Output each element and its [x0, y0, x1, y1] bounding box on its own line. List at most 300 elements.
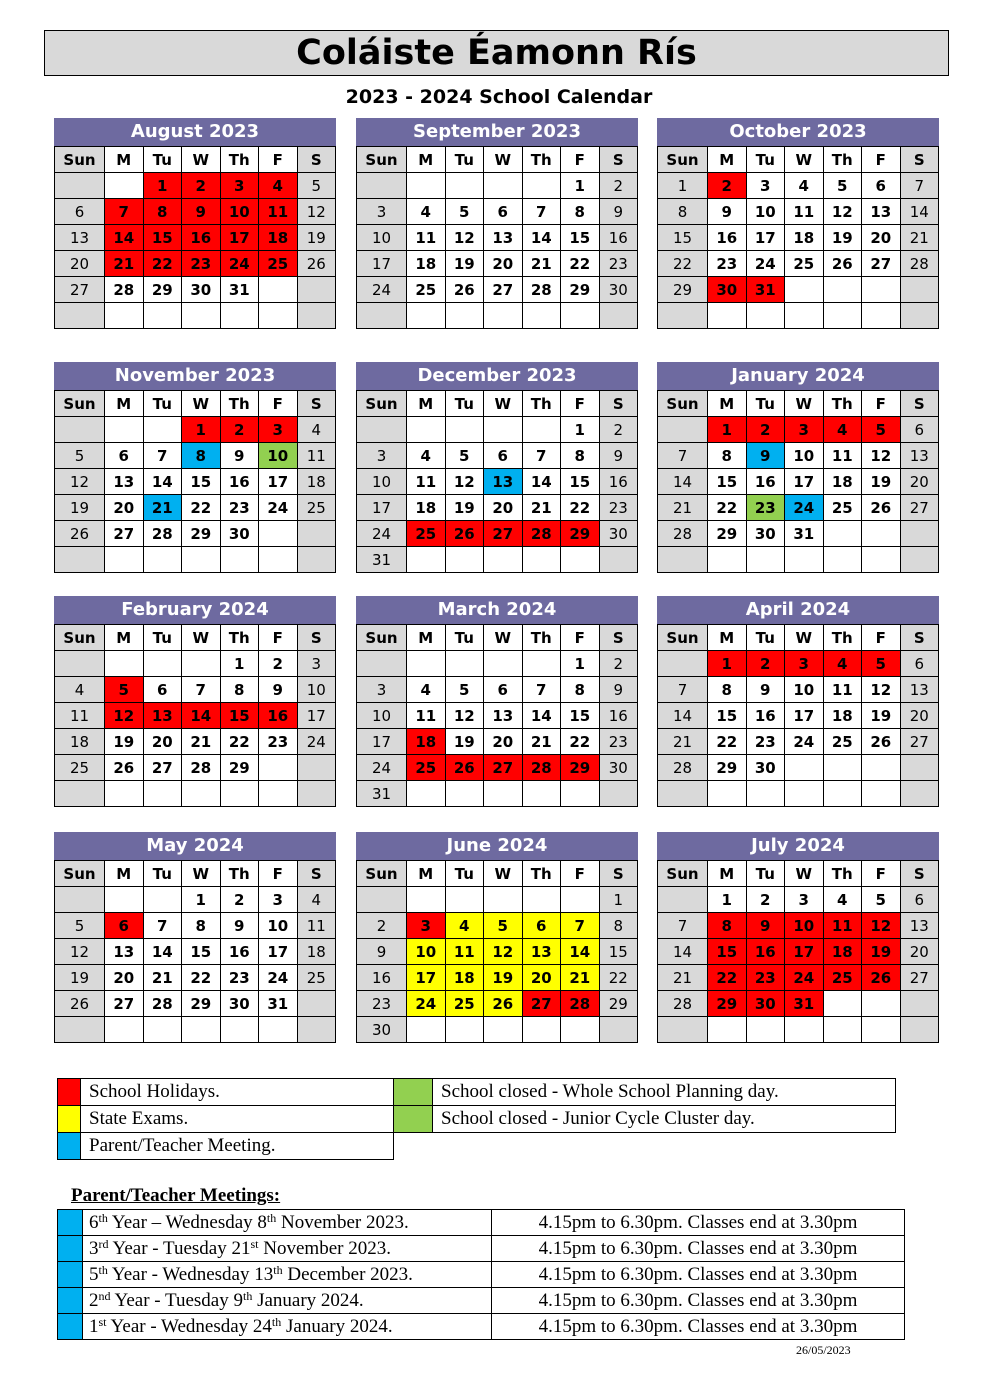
day-cell: 10	[220, 199, 259, 225]
day-cell: 25	[445, 991, 484, 1017]
day-cell	[55, 547, 105, 573]
day-cell: 20	[55, 251, 105, 277]
day-cell: 22	[182, 495, 221, 521]
day-cell: 21	[658, 495, 708, 521]
day-cell	[105, 303, 144, 329]
day-cell: 3	[357, 199, 407, 225]
day-cell	[484, 417, 523, 443]
day-cell: 4	[407, 677, 446, 703]
day-header: Tu	[445, 147, 484, 173]
day-header: W	[182, 625, 221, 651]
day-cell: 2	[599, 651, 638, 677]
day-header: Tu	[143, 147, 182, 173]
day-cell	[445, 781, 484, 807]
day-cell: 15	[561, 703, 600, 729]
day-header: Th	[522, 625, 561, 651]
day-cell: 27	[862, 251, 901, 277]
day-cell: 25	[823, 495, 862, 521]
day-cell: 3	[407, 913, 446, 939]
day-cell: 26	[484, 991, 523, 1017]
day-cell: 22	[708, 965, 747, 991]
day-cell	[484, 781, 523, 807]
day-cell	[785, 547, 824, 573]
day-cell	[484, 303, 523, 329]
day-cell	[785, 277, 824, 303]
day-header: Th	[522, 147, 561, 173]
day-cell: 25	[785, 251, 824, 277]
day-cell: 17	[785, 703, 824, 729]
day-cell: 2	[746, 417, 785, 443]
day-header: M	[105, 625, 144, 651]
day-header: Tu	[143, 625, 182, 651]
day-cell: 11	[823, 677, 862, 703]
day-cell: 1	[708, 887, 747, 913]
day-cell: 29	[182, 521, 221, 547]
day-cell: 26	[862, 965, 901, 991]
month-name: February 2024	[54, 596, 336, 624]
day-header: F	[259, 625, 298, 651]
day-cell: 17	[357, 495, 407, 521]
day-cell: 18	[445, 965, 484, 991]
day-cell: 6	[105, 913, 144, 939]
day-cell: 29	[182, 991, 221, 1017]
day-cell	[407, 417, 446, 443]
day-cell: 23	[746, 495, 785, 521]
day-cell: 29	[220, 755, 259, 781]
month-name: May 2024	[54, 832, 336, 860]
day-cell: 1	[599, 887, 638, 913]
day-cell	[823, 303, 862, 329]
day-cell	[259, 547, 298, 573]
date-stamp: 26/05/2023	[796, 1343, 851, 1357]
day-cell	[357, 417, 407, 443]
day-cell: 24	[785, 965, 824, 991]
day-cell: 6	[522, 913, 561, 939]
day-cell	[220, 1017, 259, 1043]
day-cell	[259, 277, 298, 303]
day-header: F	[561, 861, 600, 887]
day-cell: 11	[823, 913, 862, 939]
day-cell: 6	[55, 199, 105, 225]
day-cell: 30	[357, 1017, 407, 1043]
cluster-swatch	[394, 1106, 433, 1133]
day-cell: 14	[182, 703, 221, 729]
day-cell: 19	[55, 965, 105, 991]
day-cell	[823, 1017, 862, 1043]
month-calendar	[657, 832, 939, 1043]
day-cell: 19	[862, 703, 901, 729]
day-cell: 23	[357, 991, 407, 1017]
day-cell: 9	[259, 677, 298, 703]
day-header: Tu	[143, 391, 182, 417]
day-cell	[785, 781, 824, 807]
day-cell: 28	[522, 755, 561, 781]
day-cell	[143, 417, 182, 443]
day-cell: 29	[708, 991, 747, 1017]
day-cell: 9	[708, 199, 747, 225]
day-cell: 23	[220, 495, 259, 521]
day-cell: 16	[746, 939, 785, 965]
day-cell	[900, 1017, 939, 1043]
day-cell: 5	[55, 913, 105, 939]
ptm-time: 4.15pm to 6.30pm. Classes end at 3.30pm	[492, 1262, 905, 1288]
day-cell: 13	[143, 703, 182, 729]
day-header: M	[407, 147, 446, 173]
day-cell	[297, 303, 336, 329]
day-header: Th	[522, 861, 561, 887]
ptm-time: 4.15pm to 6.30pm. Classes end at 3.30pm	[492, 1236, 905, 1262]
day-cell: 27	[900, 729, 939, 755]
day-header: Sun	[55, 625, 105, 651]
day-header: Sun	[658, 147, 708, 173]
day-header: M	[708, 625, 747, 651]
month-calendar	[356, 362, 638, 573]
day-cell: 15	[561, 469, 600, 495]
day-cell: 11	[407, 225, 446, 251]
day-cell: 11	[407, 703, 446, 729]
day-header: F	[259, 147, 298, 173]
month-name: December 2023	[356, 362, 638, 390]
day-cell: 5	[445, 199, 484, 225]
month-name: October 2023	[657, 118, 939, 146]
day-cell: 17	[785, 939, 824, 965]
day-cell: 28	[900, 251, 939, 277]
day-cell: 20	[484, 729, 523, 755]
day-cell: 22	[599, 965, 638, 991]
ptm-swatch	[58, 1314, 83, 1340]
day-cell: 5	[823, 173, 862, 199]
day-cell	[357, 887, 407, 913]
day-cell: 29	[561, 521, 600, 547]
day-cell	[522, 651, 561, 677]
day-cell: 15	[220, 703, 259, 729]
month-calendar	[657, 362, 939, 573]
day-cell: 20	[900, 703, 939, 729]
day-cell: 5	[862, 417, 901, 443]
day-cell: 24	[357, 521, 407, 547]
day-cell	[143, 887, 182, 913]
day-cell: 19	[484, 965, 523, 991]
day-cell: 20	[105, 965, 144, 991]
month-name: September 2023	[356, 118, 638, 146]
month-name: November 2023	[54, 362, 336, 390]
day-cell	[55, 173, 105, 199]
day-cell: 7	[143, 443, 182, 469]
day-cell: 23	[259, 729, 298, 755]
day-cell: 4	[297, 887, 336, 913]
day-header: S	[599, 147, 638, 173]
ptm-row	[58, 1262, 905, 1288]
day-cell: 17	[297, 703, 336, 729]
day-cell: 26	[105, 755, 144, 781]
day-cell	[746, 781, 785, 807]
day-cell	[823, 991, 862, 1017]
day-cell: 16	[182, 225, 221, 251]
day-cell: 22	[561, 251, 600, 277]
day-cell: 10	[357, 469, 407, 495]
day-cell: 4	[445, 913, 484, 939]
day-cell: 8	[143, 199, 182, 225]
day-cell: 16	[746, 703, 785, 729]
day-cell: 4	[823, 651, 862, 677]
day-header: M	[708, 861, 747, 887]
day-header: Tu	[445, 625, 484, 651]
day-header: Sun	[357, 861, 407, 887]
day-cell: 9	[746, 677, 785, 703]
day-cell: 5	[484, 913, 523, 939]
day-cell	[900, 755, 939, 781]
day-cell: 14	[105, 225, 144, 251]
day-cell	[561, 303, 600, 329]
day-cell: 30	[599, 755, 638, 781]
day-cell: 13	[862, 199, 901, 225]
day-cell	[561, 887, 600, 913]
day-cell: 28	[658, 991, 708, 1017]
day-cell: 25	[259, 251, 298, 277]
day-cell: 3	[357, 443, 407, 469]
day-cell: 24	[259, 965, 298, 991]
day-cell	[599, 781, 638, 807]
day-cell: 22	[561, 729, 600, 755]
day-cell: 1	[182, 887, 221, 913]
day-header: W	[182, 391, 221, 417]
day-header: Sun	[357, 391, 407, 417]
day-cell	[105, 173, 144, 199]
day-cell: 21	[561, 965, 600, 991]
day-cell: 17	[259, 469, 298, 495]
day-cell: 14	[522, 703, 561, 729]
day-cell: 6	[484, 443, 523, 469]
day-cell	[484, 173, 523, 199]
day-cell: 31	[357, 547, 407, 573]
day-cell	[143, 781, 182, 807]
day-header: Th	[522, 391, 561, 417]
day-cell: 21	[658, 729, 708, 755]
day-header: Tu	[143, 861, 182, 887]
day-header: Sun	[55, 391, 105, 417]
day-cell	[862, 303, 901, 329]
ptm-swatch	[58, 1210, 83, 1236]
day-cell	[823, 755, 862, 781]
day-cell: 4	[297, 417, 336, 443]
day-cell: 20	[900, 939, 939, 965]
day-cell: 22	[708, 495, 747, 521]
day-cell	[297, 755, 336, 781]
day-cell	[55, 1017, 105, 1043]
day-cell	[55, 887, 105, 913]
day-cell: 9	[746, 913, 785, 939]
day-cell: 12	[297, 199, 336, 225]
day-cell: 9	[357, 939, 407, 965]
day-cell: 21	[522, 251, 561, 277]
day-cell	[484, 1017, 523, 1043]
day-cell: 28	[143, 991, 182, 1017]
day-cell: 13	[522, 939, 561, 965]
day-cell	[561, 781, 600, 807]
day-cell: 31	[259, 991, 298, 1017]
day-cell	[297, 991, 336, 1017]
day-cell	[658, 547, 708, 573]
day-cell	[862, 1017, 901, 1043]
day-cell	[823, 547, 862, 573]
day-cell	[407, 781, 446, 807]
day-header: W	[484, 147, 523, 173]
day-cell: 11	[55, 703, 105, 729]
day-cell: 21	[143, 965, 182, 991]
day-cell: 16	[708, 225, 747, 251]
day-cell	[143, 547, 182, 573]
day-cell: 19	[55, 495, 105, 521]
month-calendar	[356, 118, 638, 329]
day-cell: 18	[55, 729, 105, 755]
day-cell	[599, 303, 638, 329]
day-cell	[445, 173, 484, 199]
day-cell: 4	[55, 677, 105, 703]
day-header: S	[297, 147, 336, 173]
day-cell: 2	[182, 173, 221, 199]
day-cell: 12	[862, 677, 901, 703]
day-cell: 3	[220, 173, 259, 199]
day-cell: 27	[105, 521, 144, 547]
day-cell: 24	[407, 991, 446, 1017]
day-cell	[522, 781, 561, 807]
day-cell: 30	[182, 277, 221, 303]
day-cell: 2	[599, 173, 638, 199]
day-cell: 18	[407, 729, 446, 755]
day-cell: 11	[297, 913, 336, 939]
day-cell: 29	[561, 277, 600, 303]
day-cell	[900, 303, 939, 329]
day-cell: 7	[658, 913, 708, 939]
day-cell	[522, 1017, 561, 1043]
day-cell: 29	[708, 521, 747, 547]
legend-cluster: School closed - Junior Cycle Cluster day.	[433, 1106, 896, 1133]
day-cell: 27	[522, 991, 561, 1017]
day-cell	[708, 781, 747, 807]
day-cell	[259, 521, 298, 547]
day-cell: 19	[445, 729, 484, 755]
day-header: W	[484, 625, 523, 651]
day-cell: 18	[823, 703, 862, 729]
day-cell: 27	[55, 277, 105, 303]
day-cell: 26	[862, 495, 901, 521]
day-cell: 14	[900, 199, 939, 225]
day-cell: 3	[357, 677, 407, 703]
day-cell: 1	[182, 417, 221, 443]
ptm-time: 4.15pm to 6.30pm. Classes end at 3.30pm	[492, 1314, 905, 1340]
page-title: Coláiste Éamonn Rís	[44, 30, 949, 76]
day-cell: 27	[900, 495, 939, 521]
day-cell: 13	[484, 703, 523, 729]
day-header: Th	[220, 147, 259, 173]
day-header: Sun	[357, 147, 407, 173]
day-header: M	[407, 625, 446, 651]
day-cell: 3	[259, 887, 298, 913]
day-cell: 7	[900, 173, 939, 199]
day-cell: 27	[484, 755, 523, 781]
day-header: Sun	[658, 391, 708, 417]
day-cell: 28	[658, 521, 708, 547]
day-cell: 23	[182, 251, 221, 277]
day-header: M	[105, 147, 144, 173]
day-cell	[182, 651, 221, 677]
day-cell: 6	[900, 887, 939, 913]
day-header: M	[407, 861, 446, 887]
day-cell	[900, 991, 939, 1017]
day-cell: 7	[658, 443, 708, 469]
day-header: Sun	[357, 625, 407, 651]
day-header: Tu	[746, 391, 785, 417]
day-cell: 10	[785, 443, 824, 469]
day-cell: 21	[900, 225, 939, 251]
day-cell: 4	[823, 417, 862, 443]
day-header: F	[561, 147, 600, 173]
day-cell: 7	[182, 677, 221, 703]
ptm-row	[58, 1236, 905, 1262]
day-cell	[708, 1017, 747, 1043]
day-cell: 14	[143, 469, 182, 495]
day-header: Sun	[658, 625, 708, 651]
day-cell: 3	[297, 651, 336, 677]
day-cell	[55, 781, 105, 807]
day-cell	[900, 277, 939, 303]
day-cell	[561, 1017, 600, 1043]
ptm-description: 3rd Year - Tuesday 21st November 2023.	[83, 1236, 492, 1262]
day-cell	[182, 1017, 221, 1043]
day-cell: 15	[599, 939, 638, 965]
month-name: March 2024	[356, 596, 638, 624]
day-cell: 17	[220, 225, 259, 251]
day-cell: 30	[746, 521, 785, 547]
day-cell	[445, 1017, 484, 1043]
day-cell	[259, 781, 298, 807]
day-header: S	[900, 147, 939, 173]
day-cell: 24	[220, 251, 259, 277]
day-cell: 3	[785, 417, 824, 443]
day-cell: 29	[599, 991, 638, 1017]
month-calendar	[657, 596, 939, 807]
month-calendar	[54, 596, 336, 807]
legend-holidays: School Holidays.	[81, 1079, 394, 1106]
day-cell: 4	[785, 173, 824, 199]
ptm-description: 5th Year - Wednesday 13th December 2023.	[83, 1262, 492, 1288]
month-calendar	[54, 832, 336, 1043]
day-cell: 17	[746, 225, 785, 251]
ptm-description: 1st Year - Wednesday 24th January 2024.	[83, 1314, 492, 1340]
day-cell: 9	[599, 443, 638, 469]
day-cell: 11	[823, 443, 862, 469]
day-cell	[220, 303, 259, 329]
day-header: Th	[823, 625, 862, 651]
day-cell	[182, 303, 221, 329]
month-calendar	[356, 832, 638, 1043]
day-cell	[143, 303, 182, 329]
day-cell: 18	[785, 225, 824, 251]
day-cell	[105, 651, 144, 677]
day-header: Tu	[445, 391, 484, 417]
day-cell: 27	[900, 965, 939, 991]
day-header: M	[708, 391, 747, 417]
day-header: W	[785, 625, 824, 651]
day-cell: 13	[900, 913, 939, 939]
day-cell	[105, 781, 144, 807]
day-cell	[105, 417, 144, 443]
day-cell: 16	[746, 469, 785, 495]
day-cell	[407, 1017, 446, 1043]
day-cell: 22	[143, 251, 182, 277]
day-cell: 8	[561, 677, 600, 703]
month-name: June 2024	[356, 832, 638, 860]
